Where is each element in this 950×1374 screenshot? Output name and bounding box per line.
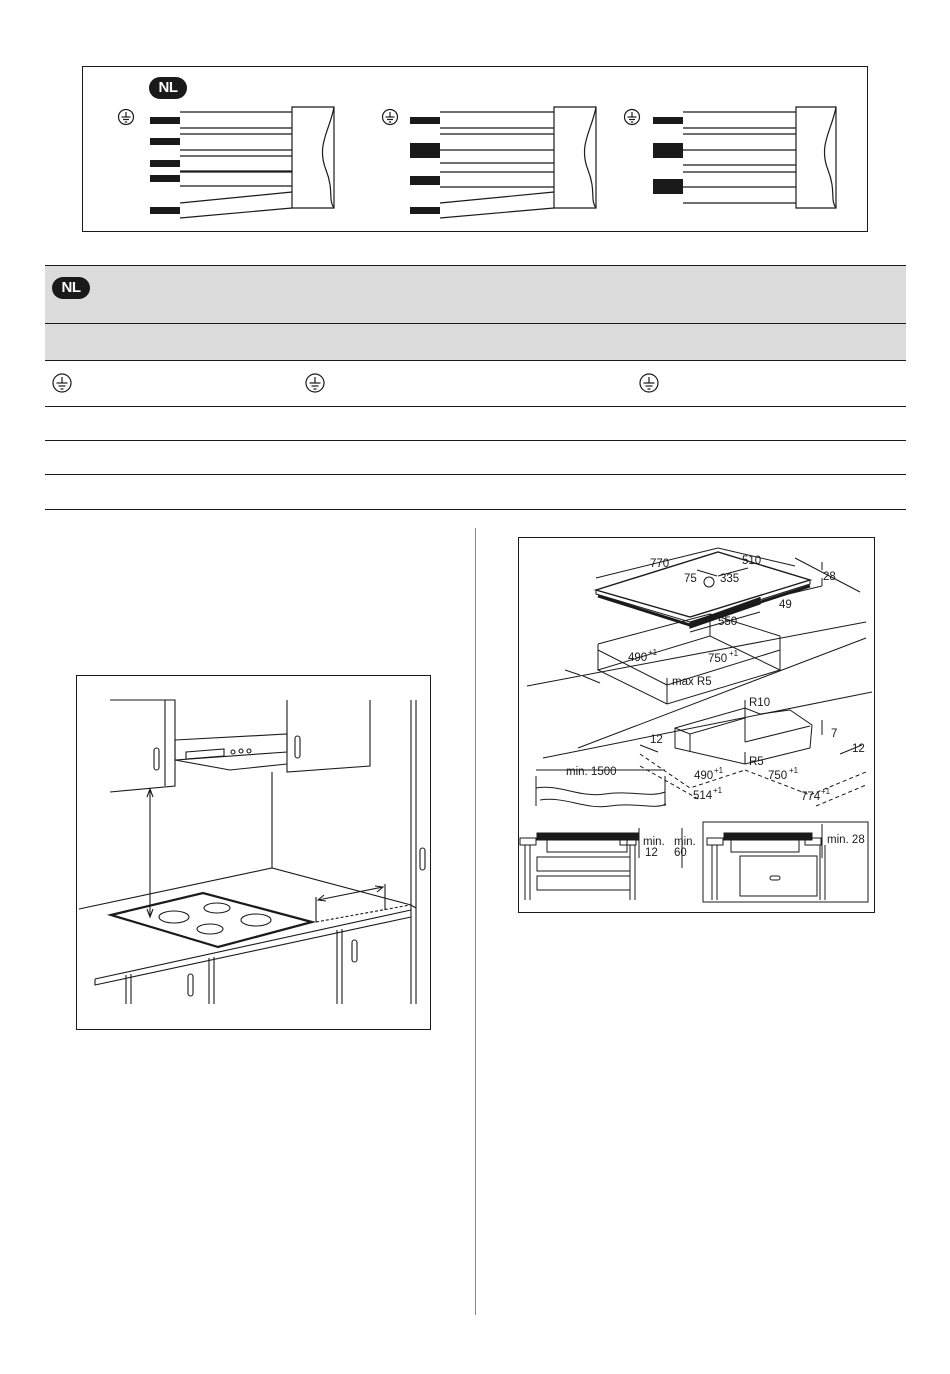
dim-514-sup: +1: [713, 786, 723, 795]
dim-r5: R5: [749, 756, 764, 768]
dim-774-sup: +1: [821, 787, 831, 796]
dim-490: 490: [628, 652, 648, 664]
dim-335: 335: [720, 573, 740, 585]
dim-min-28: min. 28: [827, 834, 865, 846]
dim-max-r5: max R5: [672, 676, 712, 688]
dim-cable-min: min. 1500: [566, 766, 617, 778]
nl-language-badge: NL: [149, 77, 187, 99]
dim-514: 514: [693, 790, 713, 802]
dim-rebate-750-sup: +1: [789, 766, 799, 775]
dim-min-12: 12: [645, 847, 658, 859]
dim-550: 550: [718, 616, 738, 628]
dim-774: 774: [801, 791, 821, 803]
dim-12a: 12: [650, 734, 663, 746]
dim-min-label-a: min.: [643, 836, 665, 848]
dim-510: 510: [742, 555, 762, 567]
dim-min-60: 60: [674, 847, 687, 859]
dim-7: 7: [831, 728, 838, 740]
dim-49: 49: [779, 599, 792, 611]
dim-min-label-b: min.: [674, 836, 696, 848]
dim-rebate-750: 750: [768, 770, 788, 782]
dim-12b: 12: [852, 743, 865, 755]
dim-490-sup: +1: [648, 648, 658, 657]
dim-770: 770: [650, 558, 670, 570]
nl-language-badge: NL: [52, 277, 90, 299]
dim-rebate-490-sup: +1: [714, 766, 724, 775]
dim-750-sup: +1: [729, 649, 739, 658]
dim-75: 75: [684, 573, 697, 585]
dim-rebate-490: 490: [694, 770, 714, 782]
dim-r10: R10: [749, 697, 771, 709]
dim-28: 28: [823, 571, 836, 583]
dim-750: 750: [708, 653, 728, 665]
